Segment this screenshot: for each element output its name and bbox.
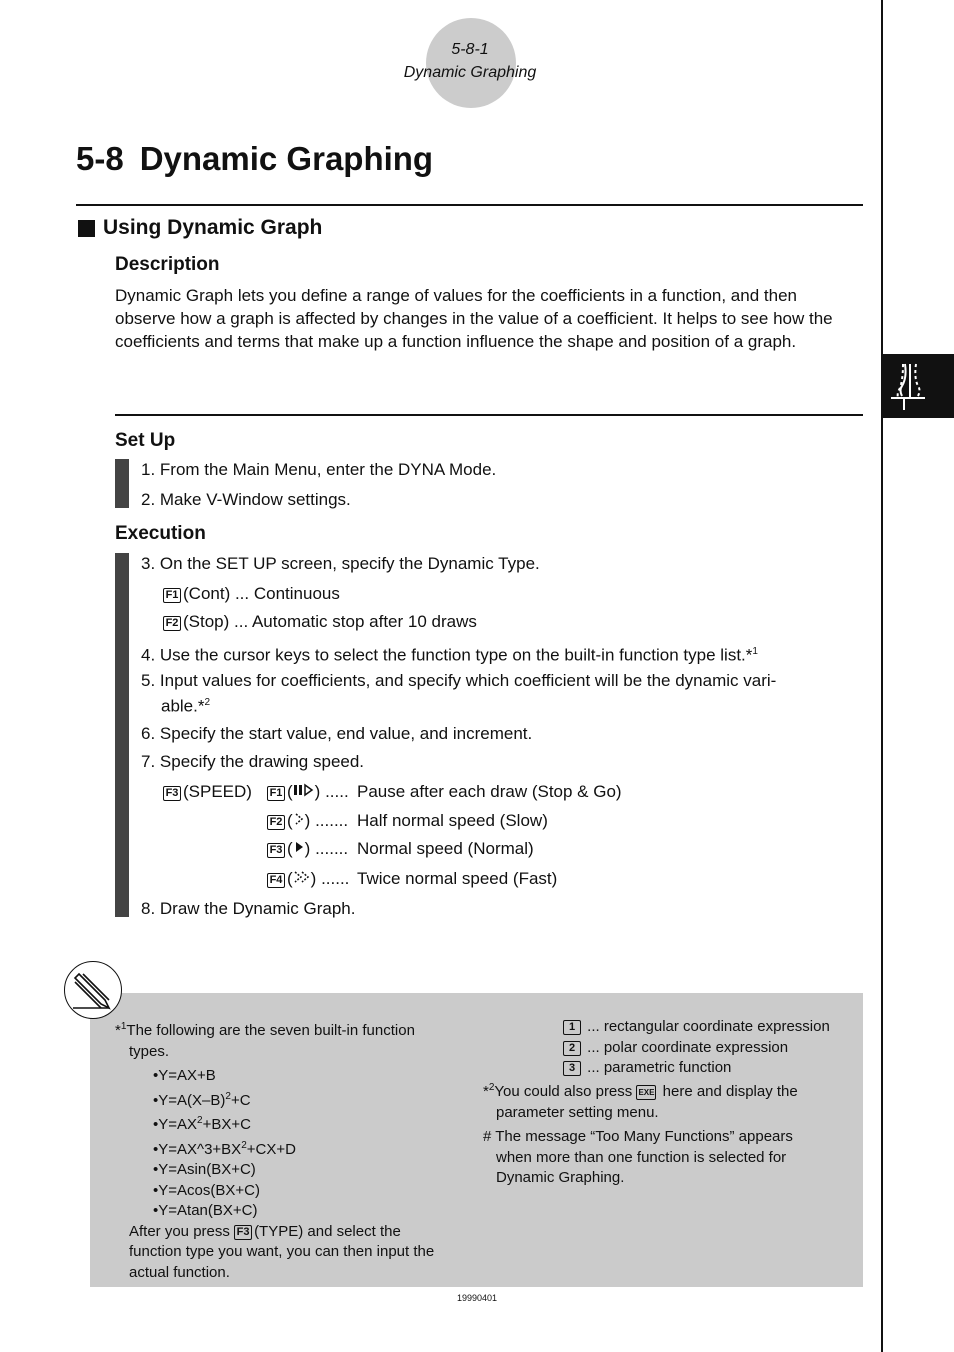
header-section-name: Dynamic Graphing <box>403 64 537 81</box>
page-edge-line <box>881 0 883 1352</box>
type-item: 3 ... parametric function <box>563 1058 863 1079</box>
stop-and-go-icon <box>293 783 315 797</box>
footer-code: 19990401 <box>456 1293 498 1303</box>
description-text: Dynamic Graph lets you define a range of values for the coefficients in a function, and then observe how a graph is affected by changes in the value of a coefficient. It helps to see how the coefficients and terms that make up a function influence the shape and position of a graph. <box>115 286 833 351</box>
exec-step-7: 7. Specify the drawing speed. <box>141 752 365 771</box>
f3-key-icon: F3 <box>234 1225 252 1240</box>
note-sup: 2 <box>488 1082 495 1093</box>
f3-key-icon: F3 <box>163 786 181 801</box>
note-2-line2: parameter setting menu. <box>496 1103 659 1121</box>
step3-option-1 <box>163 583 340 605</box>
normal-icon <box>293 840 305 854</box>
f3-key-icon: F3 <box>267 843 285 858</box>
hash-note-line2: when more than one function is selected for <box>496 1148 787 1166</box>
function-item: •Y=AX+B <box>153 1067 216 1084</box>
exec-step-5-line1: 5. Input values for coefficients, and specify which coefficient will be the dynamic vari- <box>141 671 777 690</box>
note-1-after: After you press F3 (TYPE) and select the <box>129 1222 401 1240</box>
section-heading-text: Using Dynamic Graph <box>103 216 323 239</box>
hash-note <box>483 1127 863 1189</box>
function-list <box>115 1062 475 1222</box>
f2-key-icon: F2 <box>267 815 285 830</box>
key-1-icon: 1 <box>563 1020 581 1035</box>
leader-dots: ...... <box>321 869 350 888</box>
type-list <box>563 1017 863 1079</box>
f1-key-icon: F1 <box>163 588 181 603</box>
header-circle <box>426 18 516 108</box>
hash-note-line3: Dynamic Graphing. <box>496 1169 625 1186</box>
exec-step-5 <box>141 670 841 692</box>
speed-option-2: F2 ( ) ....... <box>267 810 348 832</box>
exec-step-5-line2: able.* <box>161 696 205 716</box>
square-bullet-icon <box>78 220 95 237</box>
speed-option-3-text: Normal speed (Normal) <box>357 839 534 858</box>
slow-icon <box>293 812 305 826</box>
note-1-after-line2: function type you want, you can then input the <box>129 1243 435 1260</box>
step3-option-1-text: (Cont) ... Continuous <box>183 584 340 603</box>
note-1-intro <box>115 1017 475 1042</box>
execution-heading: Execution <box>115 523 206 544</box>
note-1-after-line3: actual function. <box>129 1263 230 1281</box>
pencil-icon <box>64 961 122 1019</box>
description-heading: Description <box>115 254 220 275</box>
exec-step-8: 8. Draw the Dynamic Graph. <box>141 899 356 918</box>
function-item: $•Y=AX^2+BX+C$ <box>153 1115 251 1133</box>
type-item: 2 ... polar coordinate expression <box>563 1038 863 1059</box>
key-2-icon: 2 <box>563 1041 581 1056</box>
note-sup: 1 <box>120 1021 127 1032</box>
function-item: $•Y=A(X-B)^2+C$ <box>153 1090 251 1109</box>
speed-option-1: F1 ( ) ..... <box>267 781 349 803</box>
header-page-number: 5-8-1 <box>451 41 489 58</box>
f4-key-icon: F4 <box>267 873 285 888</box>
speed-option-3: F3 ( ) ....... <box>267 838 348 860</box>
setup-bar <box>115 459 129 508</box>
footnote-ref: 2 <box>204 697 211 708</box>
leader-dots: ..... <box>325 782 349 801</box>
setup-heading: Set Up <box>115 430 176 451</box>
page-title <box>76 140 433 178</box>
speed-option-4-text: Twice normal speed (Fast) <box>357 869 558 888</box>
setup-rule <box>115 414 863 416</box>
type-item: 1 ... rectangular coordinate expression <box>563 1017 863 1038</box>
fast-icon <box>293 870 311 884</box>
note-mark: * <box>115 1022 121 1039</box>
note-1 <box>115 1017 475 1283</box>
exec-step-3: 3. On the SET UP screen, specify the Dynamic Type. <box>141 554 540 573</box>
step3-option-2 <box>163 611 477 633</box>
setup-step-2: 2. Make V-Window settings. <box>141 490 351 509</box>
execution-bar <box>115 553 129 917</box>
note-2-line1: *$^2$You could also press EXE here and display the <box>483 1082 798 1100</box>
key-3-icon: 3 <box>563 1061 581 1076</box>
section-heading <box>78 216 322 240</box>
speed-option-1-text: Pause after each draw (Stop & Go) <box>357 782 622 801</box>
exec-step-5-cont <box>161 692 861 718</box>
function-item: $•Y=AX\^{}3+BX^2+CX+D$ <box>153 1139 296 1158</box>
exec-step-4 <box>141 641 841 667</box>
footnote-ref: 1 <box>752 646 758 657</box>
step3-option-2-text: (Stop) ... Automatic stop after 10 draws <box>183 612 477 631</box>
speed-option-2-text: Half normal speed (Slow) <box>357 811 548 830</box>
setup-step-1: 1. From the Main Menu, enter the DYNA Mode. <box>141 460 497 479</box>
title-text: Dynamic Graphing <box>139 140 434 177</box>
speed-prefix <box>163 781 252 803</box>
f2-key-icon: F2 <box>163 616 181 631</box>
hash-note-line1: # The message “Too Many Functions” appears <box>483 1128 793 1145</box>
function-item: •Y=Acos(BX+C) <box>153 1181 260 1199</box>
function-item: •Y=Atan(BX+C) <box>153 1202 258 1219</box>
title-rule <box>76 204 863 206</box>
note-1-line2: types. <box>129 1042 170 1060</box>
leader-dots: ....... <box>315 811 349 830</box>
exec-step-6: 6. Specify the start value, end value, and increment. <box>141 724 533 743</box>
dynamic-graph-icon <box>883 354 954 418</box>
chapter-tab <box>883 354 954 418</box>
function-item: •Y=Asin(BX+C) <box>153 1161 256 1178</box>
note-1-line1: The following are the seven built-in function <box>126 1022 415 1039</box>
leader-dots: ....... <box>315 839 349 858</box>
f1-key-icon: F1 <box>267 786 285 801</box>
note-2 <box>483 1078 863 1123</box>
exe-key-icon: EXE <box>636 1085 656 1100</box>
exec-step-4-text: 4. Use the cursor keys to select the function type on the built-in function type list.* <box>141 645 753 665</box>
title-number: 5-8 <box>76 140 124 177</box>
speed-prefix-text: (SPEED) <box>183 782 252 801</box>
speed-option-4: F4 ( ) ...... <box>267 868 349 890</box>
note-mark: * <box>483 1083 489 1100</box>
